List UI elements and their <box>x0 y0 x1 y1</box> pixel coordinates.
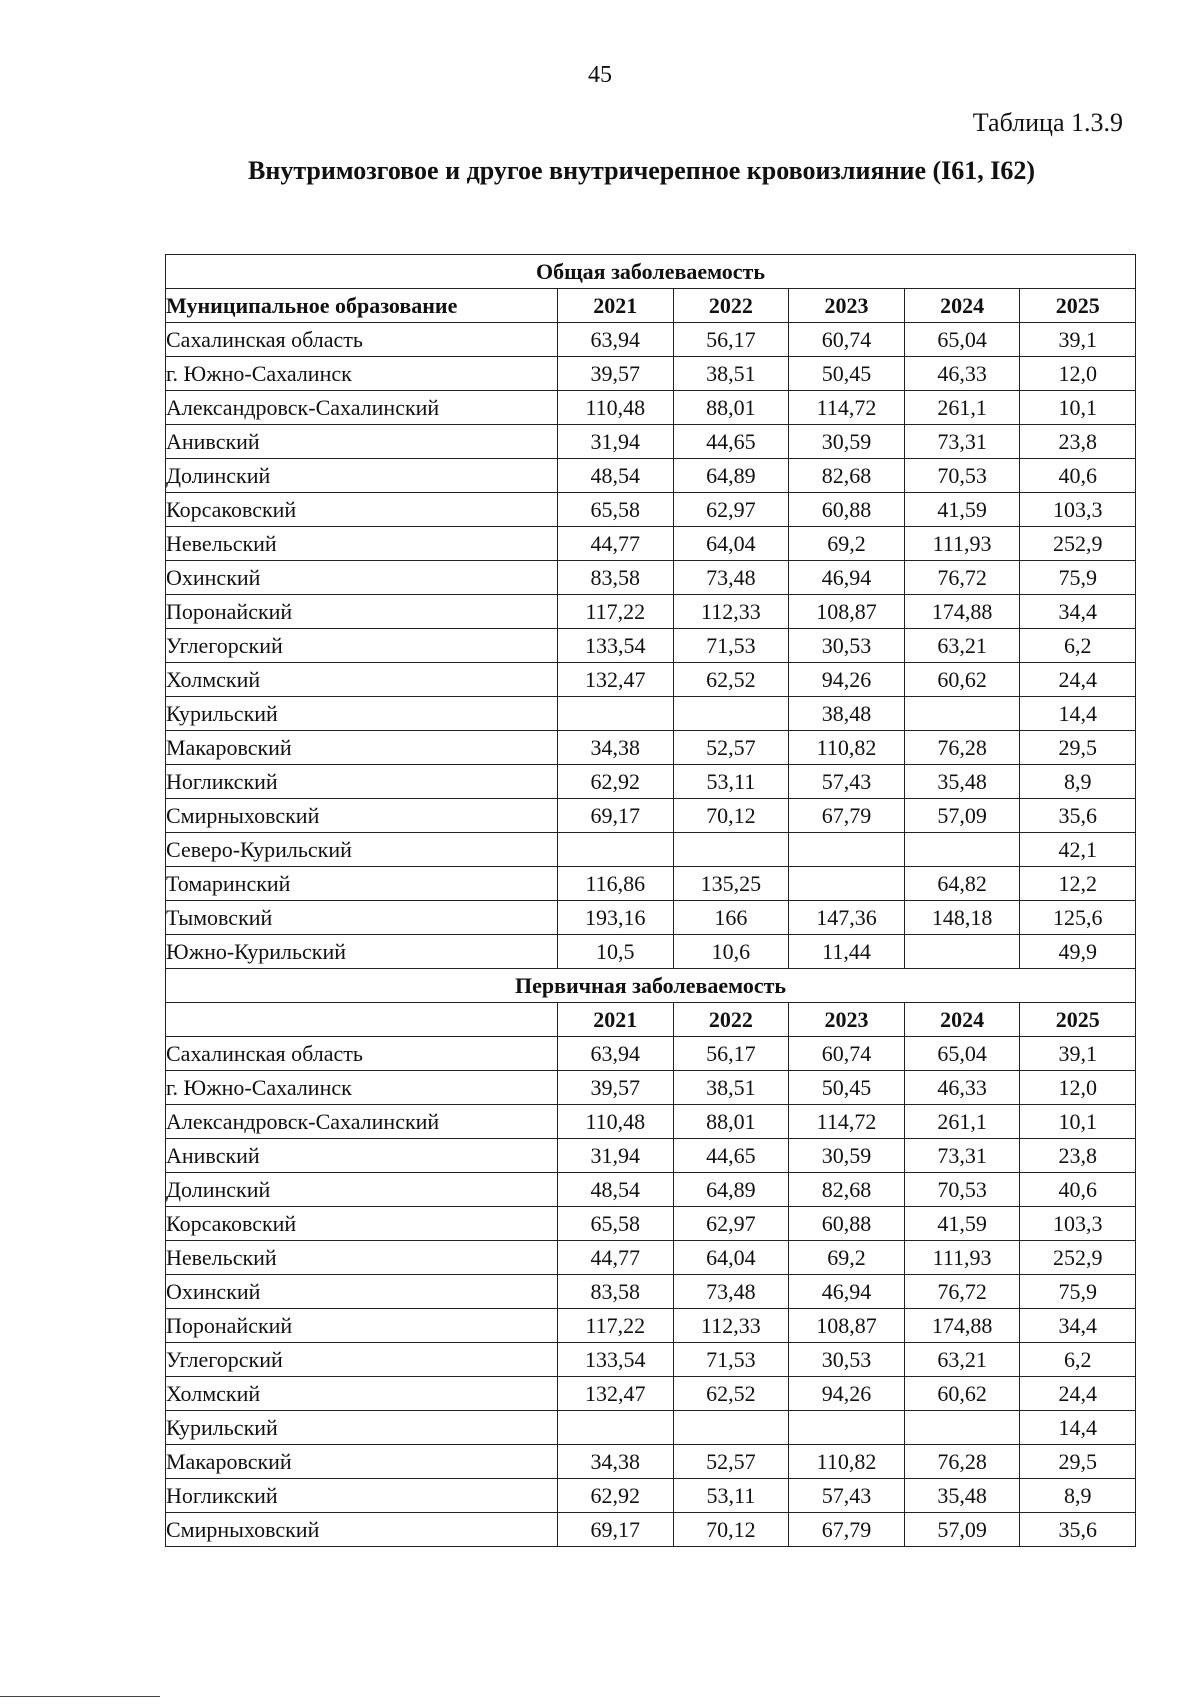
value-cell: 110,48 <box>558 1105 674 1139</box>
value-cell: 75,9 <box>1020 561 1136 595</box>
column-header-year: 2023 <box>789 1003 905 1037</box>
value-cell: 116,86 <box>558 867 674 901</box>
value-cell: 76,28 <box>904 731 1020 765</box>
value-cell: 34,4 <box>1020 595 1136 629</box>
municipality-name: Ногликский <box>166 1479 558 1513</box>
municipality-name: Долинский <box>166 459 558 493</box>
table-row <box>166 867 1136 901</box>
municipality-name: Охинский <box>166 561 558 595</box>
table-row <box>166 1343 1136 1377</box>
value-cell: 57,43 <box>789 765 905 799</box>
value-cell: 48,54 <box>558 1173 674 1207</box>
column-header-year: 2024 <box>904 289 1020 323</box>
value-cell <box>558 697 674 731</box>
table-row <box>166 527 1136 561</box>
value-cell: 71,53 <box>673 629 789 663</box>
value-cell: 44,65 <box>673 1139 789 1173</box>
value-cell: 57,43 <box>789 1479 905 1513</box>
value-cell: 8,9 <box>1020 765 1136 799</box>
value-cell: 94,26 <box>789 663 905 697</box>
column-header-year: 2025 <box>1020 1003 1136 1037</box>
value-cell: 35,6 <box>1020 1513 1136 1547</box>
value-cell: 76,28 <box>904 1445 1020 1479</box>
value-cell: 39,1 <box>1020 1037 1136 1071</box>
value-cell: 30,59 <box>789 425 905 459</box>
value-cell: 83,58 <box>558 561 674 595</box>
value-cell: 38,51 <box>673 357 789 391</box>
value-cell: 35,6 <box>1020 799 1136 833</box>
value-cell: 60,62 <box>904 663 1020 697</box>
table-title: Внутримозговое и другое внутричерепное кровоизлияние (I61, I62) <box>248 156 1036 185</box>
municipality-name: Поронайский <box>166 1309 558 1343</box>
value-cell: 110,82 <box>789 1445 905 1479</box>
value-cell: 35,48 <box>904 1479 1020 1513</box>
value-cell: 71,53 <box>673 1343 789 1377</box>
value-cell: 64,82 <box>904 867 1020 901</box>
value-cell: 63,94 <box>558 1037 674 1071</box>
table-row <box>166 595 1136 629</box>
value-cell: 62,97 <box>673 1207 789 1241</box>
value-cell: 34,38 <box>558 1445 674 1479</box>
value-cell: 132,47 <box>558 1377 674 1411</box>
value-cell: 46,33 <box>904 1071 1020 1105</box>
value-cell: 44,77 <box>558 1241 674 1275</box>
value-cell: 147,36 <box>789 901 905 935</box>
value-cell: 12,0 <box>1020 1071 1136 1105</box>
municipality-name: Смирныховский <box>166 799 558 833</box>
value-cell: 39,57 <box>558 357 674 391</box>
value-cell: 174,88 <box>904 595 1020 629</box>
value-cell: 8,9 <box>1020 1479 1136 1513</box>
table-row <box>166 765 1136 799</box>
value-cell: 88,01 <box>673 391 789 425</box>
municipality-name: Макаровский <box>166 1445 558 1479</box>
value-cell: 10,1 <box>1020 1105 1136 1139</box>
value-cell: 53,11 <box>673 765 789 799</box>
value-cell: 40,6 <box>1020 1173 1136 1207</box>
table-row <box>166 1411 1136 1445</box>
table-row <box>166 425 1136 459</box>
column-header-year: 2025 <box>1020 289 1136 323</box>
value-cell: 108,87 <box>789 595 905 629</box>
value-cell: 174,88 <box>904 1309 1020 1343</box>
value-cell: 60,88 <box>789 1207 905 1241</box>
value-cell <box>789 867 905 901</box>
value-cell: 46,94 <box>789 1275 905 1309</box>
value-cell: 56,17 <box>673 323 789 357</box>
value-cell: 14,4 <box>1020 697 1136 731</box>
table-row <box>166 1207 1136 1241</box>
value-cell: 60,62 <box>904 1377 1020 1411</box>
value-cell: 50,45 <box>789 1071 905 1105</box>
value-cell: 29,5 <box>1020 1445 1136 1479</box>
value-cell: 67,79 <box>789 1513 905 1547</box>
value-cell: 57,09 <box>904 1513 1020 1547</box>
column-header-year: 2022 <box>673 1003 789 1037</box>
value-cell: 49,9 <box>1020 935 1136 969</box>
value-cell: 39,57 <box>558 1071 674 1105</box>
municipality-name: Александровск-Сахалинский <box>166 391 558 425</box>
value-cell: 62,92 <box>558 1479 674 1513</box>
value-cell: 65,58 <box>558 1207 674 1241</box>
value-cell: 24,4 <box>1020 663 1136 697</box>
value-cell: 50,45 <box>789 357 905 391</box>
table-row <box>166 1513 1136 1547</box>
value-cell: 110,82 <box>789 731 905 765</box>
value-cell: 111,93 <box>904 527 1020 561</box>
table-row <box>166 1139 1136 1173</box>
value-cell: 63,21 <box>904 1343 1020 1377</box>
value-cell: 60,88 <box>789 493 905 527</box>
value-cell: 69,2 <box>789 527 905 561</box>
value-cell: 23,8 <box>1020 1139 1136 1173</box>
value-cell: 73,31 <box>904 425 1020 459</box>
value-cell <box>904 833 1020 867</box>
municipality-name: Курильский <box>166 697 558 731</box>
table-row <box>166 323 1136 357</box>
value-cell: 148,18 <box>904 901 1020 935</box>
table-row <box>166 561 1136 595</box>
value-cell <box>904 697 1020 731</box>
value-cell: 65,58 <box>558 493 674 527</box>
table-row <box>166 1105 1136 1139</box>
value-cell: 62,92 <box>558 765 674 799</box>
value-cell <box>673 697 789 731</box>
value-cell: 261,1 <box>904 1105 1020 1139</box>
value-cell: 133,54 <box>558 629 674 663</box>
value-cell: 60,74 <box>789 323 905 357</box>
table-row <box>166 799 1136 833</box>
value-cell: 82,68 <box>789 459 905 493</box>
municipality-name: Корсаковский <box>166 493 558 527</box>
municipality-name: Южно-Курильский <box>166 935 558 969</box>
value-cell: 30,53 <box>789 1343 905 1377</box>
value-cell: 88,01 <box>673 1105 789 1139</box>
value-cell: 46,33 <box>904 357 1020 391</box>
table-row <box>166 391 1136 425</box>
municipality-name: Холмский <box>166 663 558 697</box>
municipality-name: Анивский <box>166 1139 558 1173</box>
value-cell: 82,68 <box>789 1173 905 1207</box>
value-cell: 12,2 <box>1020 867 1136 901</box>
value-cell: 14,4 <box>1020 1411 1136 1445</box>
value-cell: 94,26 <box>789 1377 905 1411</box>
value-cell: 6,2 <box>1020 1343 1136 1377</box>
value-cell: 12,0 <box>1020 357 1136 391</box>
value-cell: 112,33 <box>673 595 789 629</box>
section-row <box>166 255 1136 289</box>
table-row <box>166 1037 1136 1071</box>
table-row <box>166 697 1136 731</box>
value-cell: 103,3 <box>1020 1207 1136 1241</box>
scan-artifact-line <box>0 1696 160 1697</box>
municipality-name: Охинский <box>166 1275 558 1309</box>
table-row <box>166 1377 1136 1411</box>
value-cell: 132,47 <box>558 663 674 697</box>
value-cell: 52,57 <box>673 731 789 765</box>
value-cell: 261,1 <box>904 391 1020 425</box>
value-cell: 57,09 <box>904 799 1020 833</box>
header-row <box>166 289 1136 323</box>
value-cell: 117,22 <box>558 595 674 629</box>
municipality-name: Томаринский <box>166 867 558 901</box>
value-cell: 252,9 <box>1020 527 1136 561</box>
value-cell: 41,59 <box>904 1207 1020 1241</box>
section-row <box>166 969 1136 1003</box>
municipality-name: Смирныховский <box>166 1513 558 1547</box>
municipality-name: г. Южно-Сахалинск <box>166 1071 558 1105</box>
value-cell: 70,12 <box>673 1513 789 1547</box>
municipality-name: Александровск-Сахалинский <box>166 1105 558 1139</box>
column-header-name <box>166 1003 558 1037</box>
page-number: 45 <box>588 62 612 88</box>
value-cell: 117,22 <box>558 1309 674 1343</box>
table-row <box>166 493 1136 527</box>
value-cell: 111,93 <box>904 1241 1020 1275</box>
value-cell: 39,1 <box>1020 323 1136 357</box>
value-cell: 64,04 <box>673 1241 789 1275</box>
table-row <box>166 663 1136 697</box>
table-row <box>166 459 1136 493</box>
value-cell: 69,2 <box>789 1241 905 1275</box>
municipality-name: Сахалинская область <box>166 323 558 357</box>
value-cell: 60,74 <box>789 1037 905 1071</box>
table-row <box>166 901 1136 935</box>
value-cell: 10,5 <box>558 935 674 969</box>
column-header-year: 2023 <box>789 289 905 323</box>
value-cell: 64,04 <box>673 527 789 561</box>
value-cell: 38,51 <box>673 1071 789 1105</box>
column-header-year: 2022 <box>673 289 789 323</box>
value-cell: 56,17 <box>673 1037 789 1071</box>
value-cell: 30,53 <box>789 629 905 663</box>
value-cell: 44,77 <box>558 527 674 561</box>
value-cell: 70,53 <box>904 1173 1020 1207</box>
value-cell: 62,52 <box>673 1377 789 1411</box>
municipality-name: Невельский <box>166 527 558 561</box>
value-cell: 64,89 <box>673 459 789 493</box>
table-row <box>166 1173 1136 1207</box>
column-header-name: Муниципальное образование <box>166 289 558 323</box>
value-cell: 70,12 <box>673 799 789 833</box>
municipality-name: Сахалинская область <box>166 1037 558 1071</box>
column-header-year: 2021 <box>558 1003 674 1037</box>
value-cell: 83,58 <box>558 1275 674 1309</box>
value-cell: 10,1 <box>1020 391 1136 425</box>
value-cell: 46,94 <box>789 561 905 595</box>
municipality-name: Углегорский <box>166 629 558 663</box>
table-row <box>166 1241 1136 1275</box>
value-cell: 73,48 <box>673 561 789 595</box>
table-row <box>166 731 1136 765</box>
table-row <box>166 357 1136 391</box>
table-row <box>166 1071 1136 1105</box>
value-cell <box>558 833 674 867</box>
value-cell: 166 <box>673 901 789 935</box>
table-row <box>166 1479 1136 1513</box>
value-cell <box>558 1411 674 1445</box>
value-cell: 125,6 <box>1020 901 1136 935</box>
value-cell: 76,72 <box>904 561 1020 595</box>
table-row <box>166 1275 1136 1309</box>
column-header-year: 2024 <box>904 1003 1020 1037</box>
value-cell: 62,52 <box>673 663 789 697</box>
column-header-year: 2021 <box>558 289 674 323</box>
value-cell: 42,1 <box>1020 833 1136 867</box>
value-cell: 30,59 <box>789 1139 905 1173</box>
value-cell: 67,79 <box>789 799 905 833</box>
value-cell: 70,53 <box>904 459 1020 493</box>
section-label: Первичная заболеваемость <box>166 969 1136 1003</box>
value-cell: 252,9 <box>1020 1241 1136 1275</box>
municipality-name: Холмский <box>166 1377 558 1411</box>
value-cell: 53,11 <box>673 1479 789 1513</box>
value-cell: 65,04 <box>904 323 1020 357</box>
header-row <box>166 1003 1136 1037</box>
value-cell: 108,87 <box>789 1309 905 1343</box>
value-cell: 110,48 <box>558 391 674 425</box>
value-cell: 41,59 <box>904 493 1020 527</box>
value-cell <box>904 1411 1020 1445</box>
value-cell <box>904 935 1020 969</box>
municipality-name: г. Южно-Сахалинск <box>166 357 558 391</box>
value-cell: 29,5 <box>1020 731 1136 765</box>
municipality-name: Тымовский <box>166 901 558 935</box>
value-cell: 112,33 <box>673 1309 789 1343</box>
municipality-name: Невельский <box>166 1241 558 1275</box>
value-cell: 52,57 <box>673 1445 789 1479</box>
value-cell: 63,94 <box>558 323 674 357</box>
morbidity-table <box>165 254 1136 1547</box>
value-cell: 75,9 <box>1020 1275 1136 1309</box>
value-cell: 44,65 <box>673 425 789 459</box>
value-cell <box>673 1411 789 1445</box>
value-cell: 48,54 <box>558 459 674 493</box>
value-cell: 69,17 <box>558 1513 674 1547</box>
value-cell: 76,72 <box>904 1275 1020 1309</box>
value-cell: 69,17 <box>558 799 674 833</box>
section-label: Общая заболеваемость <box>166 255 1136 289</box>
value-cell: 6,2 <box>1020 629 1136 663</box>
municipality-name: Корсаковский <box>166 1207 558 1241</box>
value-cell: 114,72 <box>789 1105 905 1139</box>
value-cell: 73,31 <box>904 1139 1020 1173</box>
value-cell: 64,89 <box>673 1173 789 1207</box>
value-cell: 63,21 <box>904 629 1020 663</box>
value-cell <box>673 833 789 867</box>
table-row <box>166 629 1136 663</box>
value-cell: 10,6 <box>673 935 789 969</box>
value-cell: 73,48 <box>673 1275 789 1309</box>
municipality-name: Поронайский <box>166 595 558 629</box>
value-cell: 133,54 <box>558 1343 674 1377</box>
value-cell: 62,97 <box>673 493 789 527</box>
value-cell: 34,38 <box>558 731 674 765</box>
table-row <box>166 1309 1136 1343</box>
value-cell: 135,25 <box>673 867 789 901</box>
municipality-name: Северо-Курильский <box>166 833 558 867</box>
value-cell: 103,3 <box>1020 493 1136 527</box>
value-cell: 65,04 <box>904 1037 1020 1071</box>
value-cell: 11,44 <box>789 935 905 969</box>
value-cell: 34,4 <box>1020 1309 1136 1343</box>
value-cell: 31,94 <box>558 425 674 459</box>
value-cell <box>789 1411 905 1445</box>
value-cell: 40,6 <box>1020 459 1136 493</box>
value-cell: 193,16 <box>558 901 674 935</box>
table-row <box>166 935 1136 969</box>
table-caption: Таблица 1.3.9 <box>972 108 1123 137</box>
table-row <box>166 1445 1136 1479</box>
municipality-name: Ногликский <box>166 765 558 799</box>
municipality-name: Долинский <box>166 1173 558 1207</box>
municipality-name: Углегорский <box>166 1343 558 1377</box>
municipality-name: Анивский <box>166 425 558 459</box>
table-row <box>166 833 1136 867</box>
value-cell: 114,72 <box>789 391 905 425</box>
municipality-name: Макаровский <box>166 731 558 765</box>
value-cell: 38,48 <box>789 697 905 731</box>
value-cell: 23,8 <box>1020 425 1136 459</box>
value-cell: 35,48 <box>904 765 1020 799</box>
value-cell <box>789 833 905 867</box>
municipality-name: Курильский <box>166 1411 558 1445</box>
value-cell: 24,4 <box>1020 1377 1136 1411</box>
value-cell: 31,94 <box>558 1139 674 1173</box>
